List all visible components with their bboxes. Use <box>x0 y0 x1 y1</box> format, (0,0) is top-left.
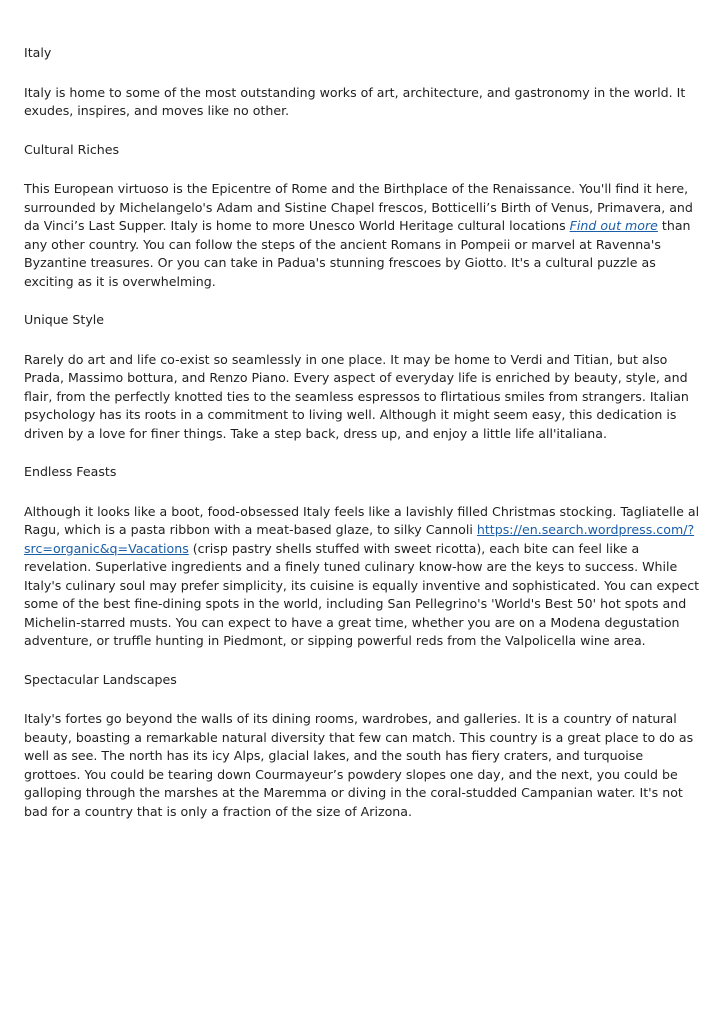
section-heading-cultural-riches: Cultural Riches <box>24 141 120 157</box>
section-heading-unique-style: Unique Style <box>24 312 105 327</box>
paragraph-text: Although it looks like a boot, food-obsessed Italy feels like a lavishly filled Christmas stocking. Tagliatelle al Ragu, which is a pasta ribbon with a meat-based glaze, to silky Cannoli <box>24 503 700 537</box>
paragraph-text: (crisp pastry shells stuffed with sweet ricotta), each bite can feel like a revelation. Superlative ingredients and a finely tuned culinary know-how are the keys to success. While Italy's culinary soul may prefer simplicity, its cuisine is equally inventive and sophisticated. You can expect some of the best fine-dining spots in the world, including San Pellegrino's 'World's Best 50' hot spots and Michelin-starred musts. You can expect to have a great time, whether you are on a Modena degustation adventure, or truffle hunting in Piedmont, or sipping powerful reds from the Valpolicella wine area. <box>24 540 700 648</box>
page-title: Italy <box>24 45 52 60</box>
wordpress-search-link[interactable]: https://en.search.wordpress.com/?src=organic&q=Vacations <box>24 522 695 556</box>
spectacular-landscapes-paragraph: Italy's fortes go beyond the walls of its dining rooms, wardrobes, and galleries. It is a country of natural beauty, boasting a remarkable natural diversity that few can match. This country is a great place to do as well as see. The north has its icy Alps, glacial lakes, and the south has fiery craters, and turquoise grottoes. You could be tearing down Courmayeur’s powdery slopes one day, and the next, you could be galloping through the marshes at the Maremma or diving in the coral-studded Campanian water. It's not bad for a country that is only a fraction of the size of Arizona. <box>24 711 694 819</box>
endless-feasts-paragraph <box>24 503 700 651</box>
paragraph-text: This European virtuoso is the Epicentre of Rome and the Birthplace of the Renaissance. You'll find it here, surrounded by Michelangelo's Adam and Sistine Chapel frescos, Botticelli’s Birth of Venus, Primavera, and da Vinci’s Last Supper. Italy is home to more Unesco World Heritage cultural locations <box>24 181 693 233</box>
intro-paragraph: Italy is home to some of the most outstanding works of art, architecture, and gastronomy in the world. It exudes, inspires, and moves like no other. <box>24 84 686 118</box>
section-heading-spectacular-landscapes: Spectacular Landscapes <box>24 671 177 687</box>
paragraph-text: than any other country. You can follow the steps of the ancient Romans in Pompeii or marvel at Ravenna's Byzantine treasures. Or you can take in Padua's stunning frescoes by Giotto. It's a cultural puzzle as exciting as it is overwhelming. <box>24 218 691 289</box>
unique-style-paragraph: Rarely do art and life co-exist so seamlessly in one place. It may be home to Verdi and Titian, but also Prada, Massimo bottura, and Renzo Piano. Every aspect of everyday life is enriched by beauty, style, and flair, from the perfectly knotted ties to the seamless espressos to flirtatious smiles from strangers. Italian psychology has its roots in a commitment to living well. Although it might seem easy, this dedication is driven by a love for finer things. Take a step back, dress up, and enjoy a little life all'italiana. <box>24 351 689 441</box>
cultural-riches-paragraph <box>24 180 700 291</box>
section-heading-endless-feasts: Endless Feasts <box>24 464 117 479</box>
find-out-more-link[interactable]: Find out more <box>569 218 658 233</box>
